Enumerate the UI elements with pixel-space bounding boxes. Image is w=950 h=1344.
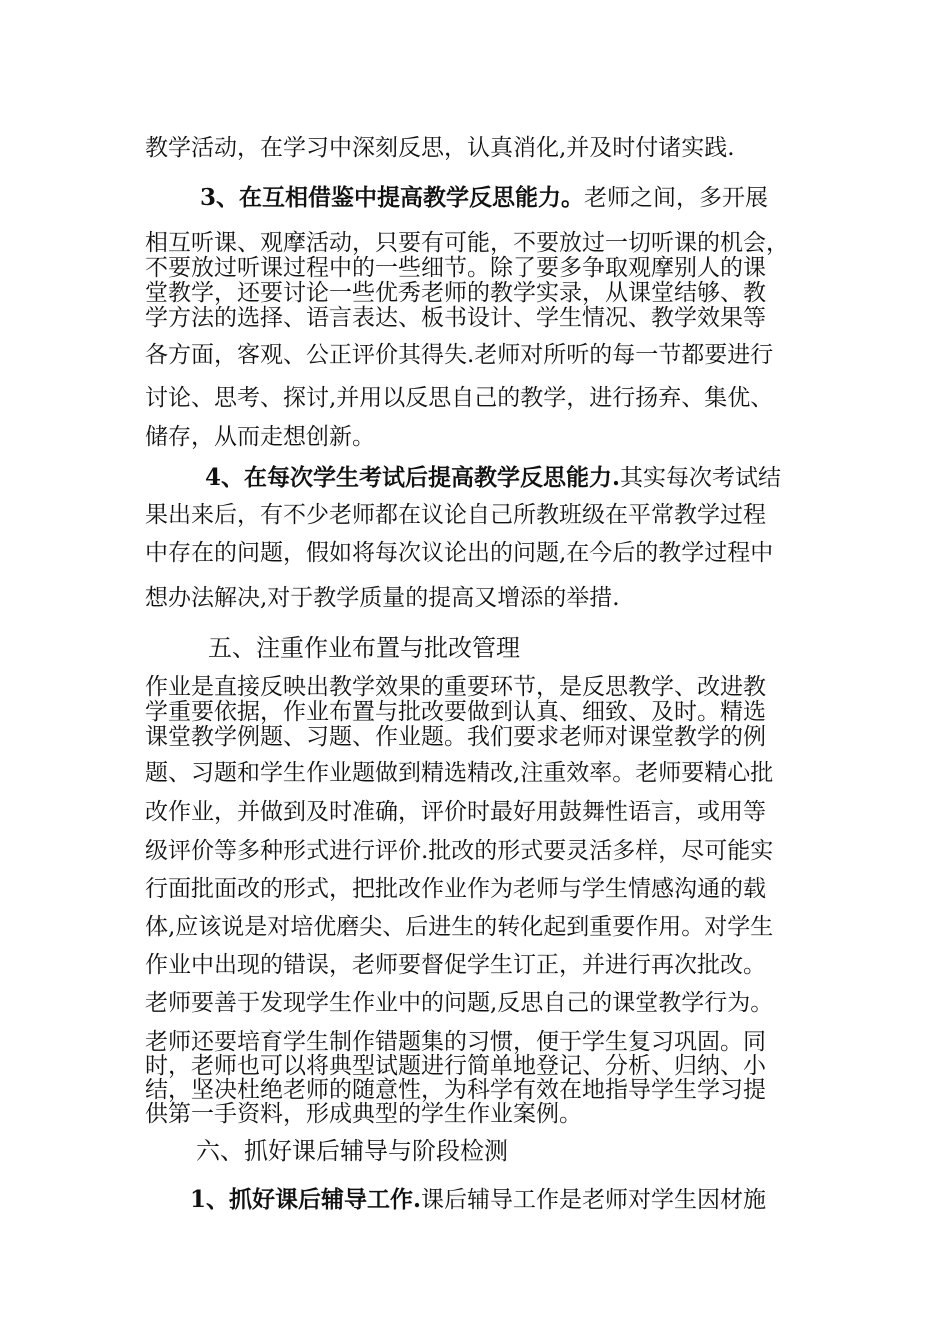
paragraph-line: 想办法解决,对于教学质量的提高又增添的举措. bbox=[145, 585, 620, 611]
paragraph-line: 堂教学，还要讨论一些优秀老师的教学实录，从课堂结够、教 bbox=[145, 280, 766, 306]
paragraph-line: 1、抓好课后辅导工作.课后辅导工作是老师对学生因材施 bbox=[190, 1186, 767, 1213]
paragraph-line: 各方面，客观、公正评价其得失.老师对所听的每一节都要进行 bbox=[145, 342, 774, 368]
paragraph-line: 学重要依据，作业布置与批改要做到认真、细致、及时。精选 bbox=[145, 699, 766, 725]
paragraph-line: 中存在的问题，假如将每次议论出的问题,在今后的教学过程中 bbox=[145, 540, 774, 566]
paragraph-line: 作业中出现的错误，老师要督促学生订正，并进行再次批改。 bbox=[145, 952, 766, 978]
paragraph-line: 教学活动，在学习中深刻反思，认真消化,并及时付诸实践. bbox=[145, 135, 735, 161]
paragraph-line: 储存，从而走想创新。 bbox=[145, 424, 375, 450]
paragraph-line: 体,应该说是对培优磨尖、后进生的转化起到重要作用。对学生 bbox=[145, 914, 774, 940]
paragraph-line: 时，老师也可以将典型试题进行简单地登记、分析、归纳、小 bbox=[145, 1053, 766, 1079]
paragraph-line: 供第一手资料，形成典型的学生作业案例。 bbox=[145, 1101, 582, 1127]
paragraph-line: 结，坚决杜绝老师的随意性，为科学有效在地指导学生学习提 bbox=[145, 1077, 766, 1103]
paragraph-line: 相互听课、观摩活动，只要有可能，不要放过一切听课的机会， bbox=[145, 230, 789, 256]
item-lead: 3、在互相借鉴中提高教学反思能力。 bbox=[200, 184, 585, 211]
paragraph-line: 学方法的选择、语言表达、板书设计、学生情况、教学效果等 bbox=[145, 305, 766, 331]
section-heading: 五、注重作业布置与批改管理 bbox=[208, 634, 520, 662]
paragraph-line: 老师还要培育学生制作错题集的习惯，便于学生复习巩固。同 bbox=[145, 1029, 766, 1055]
paragraph-line: 不要放过听课过程中的一些细节。除了要多争取观摩别人的课 bbox=[145, 255, 766, 281]
paragraph-line: 作业是直接反映出教学效果的重要环节，是反思教学、改进教 bbox=[145, 674, 766, 700]
item-lead: 1、抓好课后辅导工作. bbox=[190, 1186, 422, 1213]
paragraph-line: 4、在每次学生考试后提高教学反思能力.其实每次考试结 bbox=[205, 464, 782, 491]
paragraph-line: 3、在互相借鉴中提高教学反思能力。老师之间，多开展 bbox=[200, 184, 769, 211]
paragraph-line: 行面批面改的形式，把批改作业作为老师与学生情感沟通的载 bbox=[145, 876, 766, 902]
paragraph-line: 课堂教学例题、习题、作业题。我们要求老师对课堂教学的例 bbox=[145, 724, 766, 750]
paragraph-line: 讨论、思考、探讨,并用以反思自己的教学，进行扬弃、集优、 bbox=[145, 385, 774, 411]
item-lead: 4、在每次学生考试后提高教学反思能力. bbox=[205, 464, 621, 491]
paragraph-line: 级评价等多种形式进行评价.批改的形式要灵活多样，尽可能实 bbox=[145, 838, 774, 864]
paragraph-line: 果出来后，有不少老师都在议论自己所教班级在平常教学过程 bbox=[145, 502, 766, 528]
paragraph-line: 老师要善于发现学生作业中的问题,反思自己的课堂教学行为。 bbox=[145, 990, 774, 1016]
section-heading: 六、抓好课后辅导与阶段检测 bbox=[196, 1137, 508, 1165]
paragraph-line: 改作业，并做到及时准确，评价时最好用鼓舞性语言，或用等 bbox=[145, 799, 766, 825]
paragraph-line: 题、习题和学生作业题做到精选精改,注重效率。老师要精心批 bbox=[145, 760, 774, 786]
